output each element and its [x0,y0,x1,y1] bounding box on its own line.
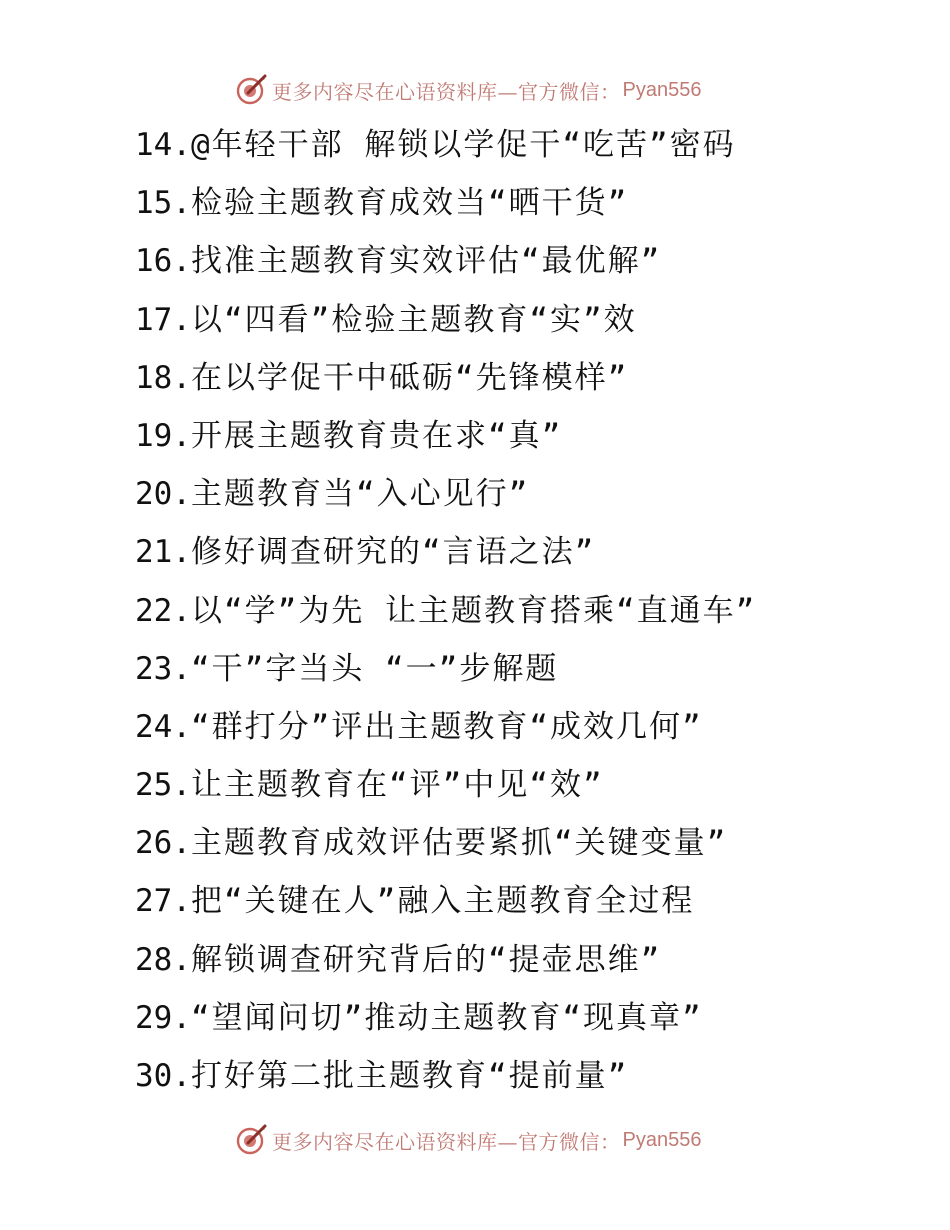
list-item [135,872,925,930]
item-number: 24. [135,708,191,745]
list-item [135,349,925,407]
item-number: 17. [135,301,191,338]
item-number: 14. [135,127,191,163]
item-title: 开展主题教育贵在求“真” [191,417,563,454]
brush-logo-icon [234,73,268,107]
item-number: 23. [135,650,191,687]
item-title: @年轻干部 解锁以学促干“吃苦”密码 [191,127,736,163]
item-number: 28. [135,941,191,978]
title-list [135,116,925,1105]
item-title: 把“关键在人”融入主题教育全过程 [191,883,695,920]
item-number: 18. [135,359,191,396]
list-item [135,698,925,756]
item-number: 20. [135,476,191,513]
item-number: 25. [135,767,191,804]
item-number: 27. [135,883,191,920]
watermark-text: 更多内容尽在心语资料库—官方微信： [272,1129,621,1154]
wechat-id: Pyan556 [622,78,702,101]
brush-logo-icon [234,1123,268,1157]
item-title: “望闻问切”推动主题教育“现真章” [191,999,703,1036]
footer-watermark-banner [234,1122,714,1158]
item-title: “干”字当头 “一”步解题 [191,650,559,687]
list-item [135,523,925,581]
list-item [135,931,925,989]
list-item [135,989,925,1047]
item-number: 22. [135,592,191,629]
item-title: 解锁调查研究背后的“提壶思维” [191,941,662,978]
list-item [135,640,925,698]
item-title: 修好调查研究的“言语之法” [191,534,596,571]
item-number: 15. [135,185,191,222]
list-item [135,582,925,640]
list-item [135,232,925,290]
list-item [135,116,925,174]
item-title: 检验主题教育成效当“晒干货” [191,185,629,222]
item-number: 29. [135,999,191,1036]
item-title: 主题教育成效评估要紧抓“关键变量” [191,825,728,862]
header-watermark-banner [234,72,714,108]
watermark-text: 更多内容尽在心语资料库—官方微信： [272,79,621,104]
item-title: 在以学促干中砥砺“先锋模样” [191,359,629,396]
item-title: 打好第二批主题教育“提前量” [191,1058,629,1094]
item-title: 找准主题教育实效评估“最优解” [191,243,662,280]
item-title: 以“学”为先 让主题教育搭乘“直通车” [191,592,757,629]
item-number: 26. [135,825,191,862]
list-item [135,174,925,232]
item-title: “群打分”评出主题教育“成效几何” [191,708,703,745]
item-number: 21. [135,534,191,571]
list-item [135,407,925,465]
list-item [135,291,925,349]
item-title: 让主题教育在“评”中见“效” [191,767,604,804]
list-item [135,465,925,523]
item-title: 以“四看”检验主题教育“实”效 [191,301,637,338]
item-number: 19. [135,417,191,454]
item-title: 主题教育当“入心见行” [191,476,530,513]
item-number: 16. [135,243,191,280]
wechat-id: Pyan556 [622,1128,702,1151]
list-item [135,814,925,872]
list-item [135,1047,925,1105]
item-number: 30. [135,1058,191,1094]
list-item [135,756,925,814]
